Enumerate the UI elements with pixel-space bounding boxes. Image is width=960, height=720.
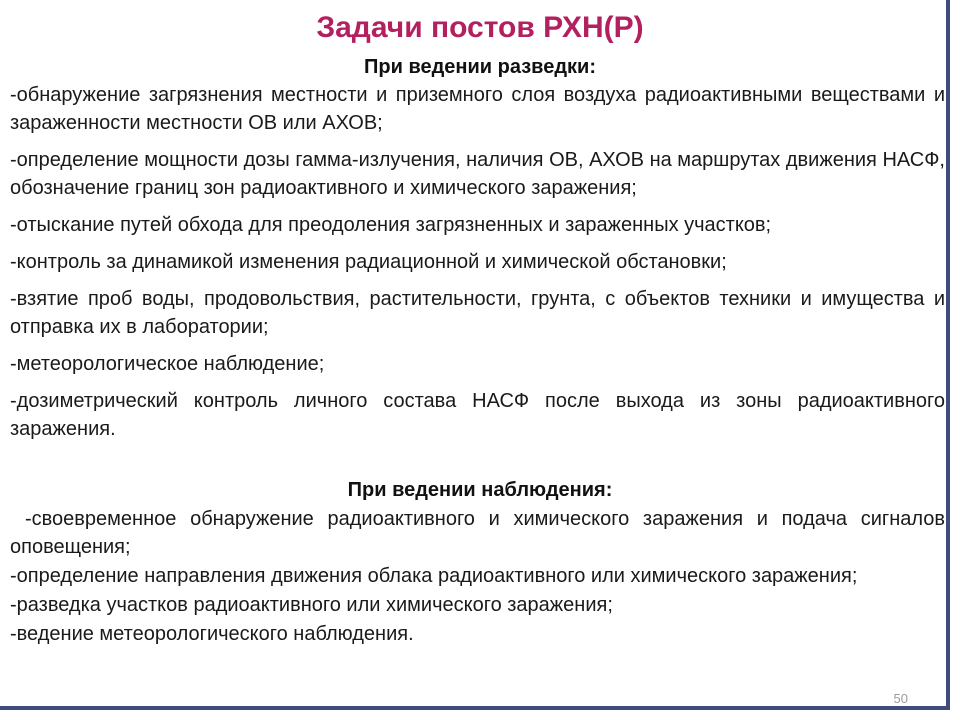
list-item: -взятие проб воды, продовольствия, растительности, грунта, с объектов техники и имущества и отправка их в лаборатории; [10, 288, 945, 338]
list-item: -определение направления движения облака радиоактивного или химического заражения; [10, 565, 858, 587]
observation-heading: При ведении наблюдения: [347, 479, 613, 501]
list-item: -разведка участков радиоактивного или химического заражения; [10, 594, 613, 616]
list-item: -определение мощности дозы гамма-излучения, наличия ОВ, АХОВ на маршрутах движения НАСФ, обозначение границ зон радиоактивного и химического заражения; [10, 149, 945, 199]
page-number: 50 [893, 691, 908, 706]
list-item: -контроль за динамикой изменения радиационной и химической обстановки; [10, 251, 727, 273]
list-item: -отыскание путей обхода для преодоления загрязненных и зараженных участков; [10, 214, 772, 236]
observation-list [10, 505, 945, 649]
list-item: -обнаружение загрязнения местности и приземного слоя воздуха радиоактивными веществами и зараженности местности ОВ или АХОВ; [10, 84, 945, 134]
list-item: -ведение метеорологического наблюдения. [10, 623, 414, 645]
reconnaissance-list [10, 81, 945, 452]
list-item: -метеорологическое наблюдение; [10, 353, 325, 375]
slide-title: Задачи постов РХН(Р) [316, 11, 644, 44]
list-item: -дозиметрический контроль личного состава НАСФ после выхода из зоны радиоактивного заражения. [10, 390, 945, 440]
list-item: -своевременное обнаружение радиоактивного и химического заражения и подача сигналов оповещения; [10, 508, 945, 558]
reconnaissance-heading: При ведении разведки: [364, 56, 596, 78]
